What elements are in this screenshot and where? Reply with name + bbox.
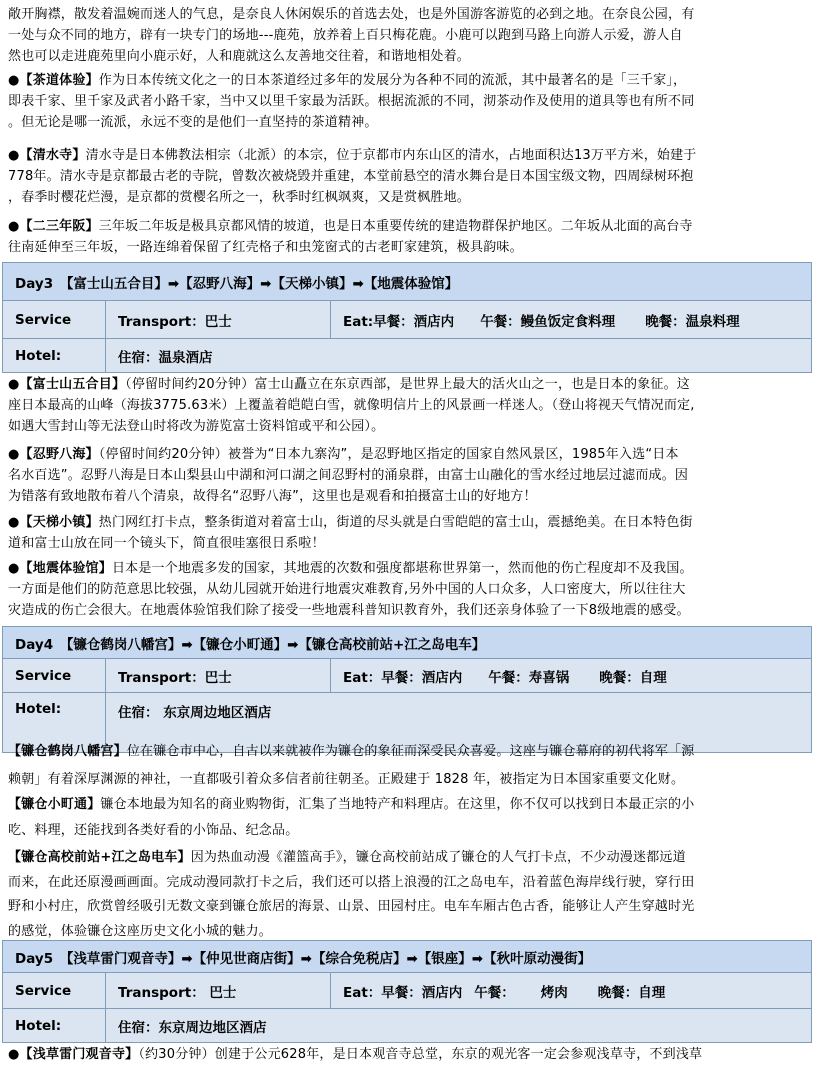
sannenzaka-paragraph: ●【二三年阪】三年坂二年坂是极具京都风情的坡道，也是日本重要传统的建造物群保护地区。二年坂从北面的高台寺 往南延伸至三年坂，一路连绵着保留了红壳格子和虫笼窗式的古老町家建筑，极具韵味。	[8, 219, 693, 255]
day5-title: Day5 【浅草雷门观音寺】➡【仲见世商店街】➡【综合免税店】➡【银座】➡【秋叶原动漫街】	[3, 941, 812, 973]
hotel-cell: 住宿：温泉酒店	[106, 339, 812, 373]
day3-table	[2, 262, 812, 373]
hotel-label: Hotel:	[3, 1009, 106, 1043]
bullet-icon: ●	[8, 515, 20, 530]
hotel-cell: 住宿： 东京周边地区酒店	[106, 693, 812, 753]
oshino-paragraph: ●【忍野八海】（停留时间约20分钟）被誉为“日本九寨沟”，是忍野地区指定的国家自然风景区，1985年入选“日本 名水百选”。忍野八海是日本山梨县山中湖和河口湖之间忍野村的涌泉群，由富士山融化的雪水经过地层过滤而成。因 为错落有致地散布着八个清泉，故得名“忍野八海”，这里也是观看和拍摄富士山的好地方！	[8, 447, 689, 504]
tea-ceremony-paragraph: ●【茶道体验】作为日本传统文化之一的日本茶道经过多年的发展分为各种不同的流派，其中最著名的是「三千家」， 即表千家、里千家及武者小路千家，当中又以里千家最为活跃。根据流派的不同，沏茶动作及使用的道具等也有所不同 。但无论是哪一流派，永远不变的是他们一直坚持的茶道精神。	[8, 73, 695, 130]
service-label: Service	[3, 301, 106, 339]
hachimangu-paragraph: 【镰仓鹤岗八幡宫】位在镰仓市中心，自古以来就被作为镰仓的象征而深受民众喜爱。这座与镰仓幕府的初代将军「源 赖朝」有着深厚渊源的神社，一直都吸引着众多信者前往朝圣。正殿建于 1828 年，被指定为日本国家重要文化财。	[8, 744, 695, 787]
meals-cell: Eat:早餐：酒店内 午餐：鳗鱼饭定食料理 晚餐：温泉料理	[331, 301, 812, 339]
bullet-icon: ●	[8, 1047, 20, 1062]
fuji-paragraph: ●【富士山五合目】（停留时间约20分钟）富士山矗立在东京西部，是世界上最大的活火山之一，也是日本的象征。这 座日本最高的山峰（海拔3775.63米）上覆盖着皑皑白雪，就像明信片上的风景画一样迷人。（登山将视天气情况而定, 如遇大雪封山等无法登山时将改为游览富士资料馆或平和公园）。	[8, 377, 695, 434]
earthquake-paragraph: ●【地震体验馆】日本是一个地震多发的国家，其地震的次数和强度都堪称世界第一，然而他的伤亡程度却不及我国。 一方面是他们的防范意思比较强，从幼儿园就开始进行地震灾难教育,另外中国的人口众多，人口密度大，所以往往大 灾造成的伤亡会很大。在地震体验馆我们除了接受一些地震科普知识教育外，我们还亲身体验了一下8级地震的感受。	[8, 561, 693, 618]
meals-cell: Eat：早餐：酒店内 午餐： 烤肉 晚餐：自理	[331, 973, 812, 1009]
transport-cell: Transport： 巴士	[106, 973, 331, 1009]
tenti-paragraph: ●【天梯小镇】热门网红打卡点，整条街道对着富士山，街道的尽头就是白雪皑皑的富士山，震撼绝美。在日本特色街 道和富士山放在同一个镜头下，简直很哇塞很日系啦！	[8, 515, 693, 551]
transport-cell: Transport：巴士	[106, 659, 331, 693]
bullet-icon: ●	[8, 447, 20, 462]
asakusa-paragraph: ●【浅草雷门观音寺】（约30分钟）创建于公元628年，是日本观音寺总堂，东京的观光客一定会参观浅草寺，不到浅草	[8, 1047, 703, 1062]
transport-cell: Transport：巴士	[106, 301, 331, 339]
service-label: Service	[3, 659, 106, 693]
komachi-paragraph: 【镰仓小町通】镰仓本地最为知名的商业购物街，汇集了当地特产和料理店。在这里，你不仅可以找到日本最正宗的小 吃、料理，还能找到各类好看的小饰品、纪念品。	[8, 797, 695, 838]
bullet-icon: ●	[8, 561, 20, 576]
bullet-icon: ●	[8, 148, 20, 163]
day5-table	[2, 940, 812, 1043]
kiyomizu-paragraph: ●【清水寺】清水寺是日本佛教法相宗（北派）的本宗，位于京都市内东山区的清水，占地面积达13万平方米，始建于 778年。清水寺是京都最古老的寺院，曾数次被烧毁并重建，本堂前悬空的清水舞台是日本国宝级文物，四周绿树环抱 ，春季时樱花烂漫，是京都的赏樱名所之一，秋季时红枫飒爽，又是赏枫胜地。	[8, 148, 697, 205]
bullet-icon: ●	[8, 73, 20, 88]
meals-cell: Eat：早餐：酒店内 午餐：寿喜锅 晚餐：自理	[331, 659, 812, 693]
hotel-cell: 住宿：东京周边地区酒店	[106, 1009, 812, 1043]
day4-title: Day4 【镰仓鹤岗八幡宫】➡【镰仓小町通】➡【镰仓高校前站+江之岛电车】	[3, 627, 812, 659]
enoden-paragraph: 【镰仓高校前站+江之岛电车】因为热血动漫《灌篮高手》，镰仓高校前站成了镰仓的人气打卡点，不少动漫迷都远道 而来，在此还原漫画画面。完成动漫同款打卡之后，我们还可以搭上浪漫的江之岛电车，沿着蓝色海岸线行驶，穿行田 野和小村庄，欣赏曾经吸引无数文豪到镰仓旅居的海景、山景、田园村庄。电车车厢古色古香，能够让人产生穿越时光 的感觉，体验镰仓这座历史文化小城的魅力。	[8, 850, 695, 939]
bullet-icon: ●	[8, 377, 20, 392]
bullet-icon: ●	[8, 219, 20, 234]
day3-title: Day3 【富士山五合目】➡【忍野八海】➡【天梯小镇】➡【地震体验馆】	[3, 263, 812, 301]
hotel-label: Hotel:	[3, 339, 106, 373]
day4-table	[2, 626, 812, 753]
service-label: Service	[3, 973, 106, 1009]
hotel-label: Hotel:	[3, 693, 106, 753]
nara-park-paragraph: 敞开胸襟，散发着温婉而迷人的气息，是奈良人休闲娱乐的首选去处，也是外国游客游览的必到之地。在奈良公园，有 一处与众不同的地方，辟有一块专门的场地---鹿苑，放养着上百只梅花鹿。小鹿可以跑到马路上向游人示爱，游人自 然也可以走进鹿苑里向小鹿示好，人和鹿就这么友善地交往着，和谐地相处着。	[8, 7, 695, 64]
